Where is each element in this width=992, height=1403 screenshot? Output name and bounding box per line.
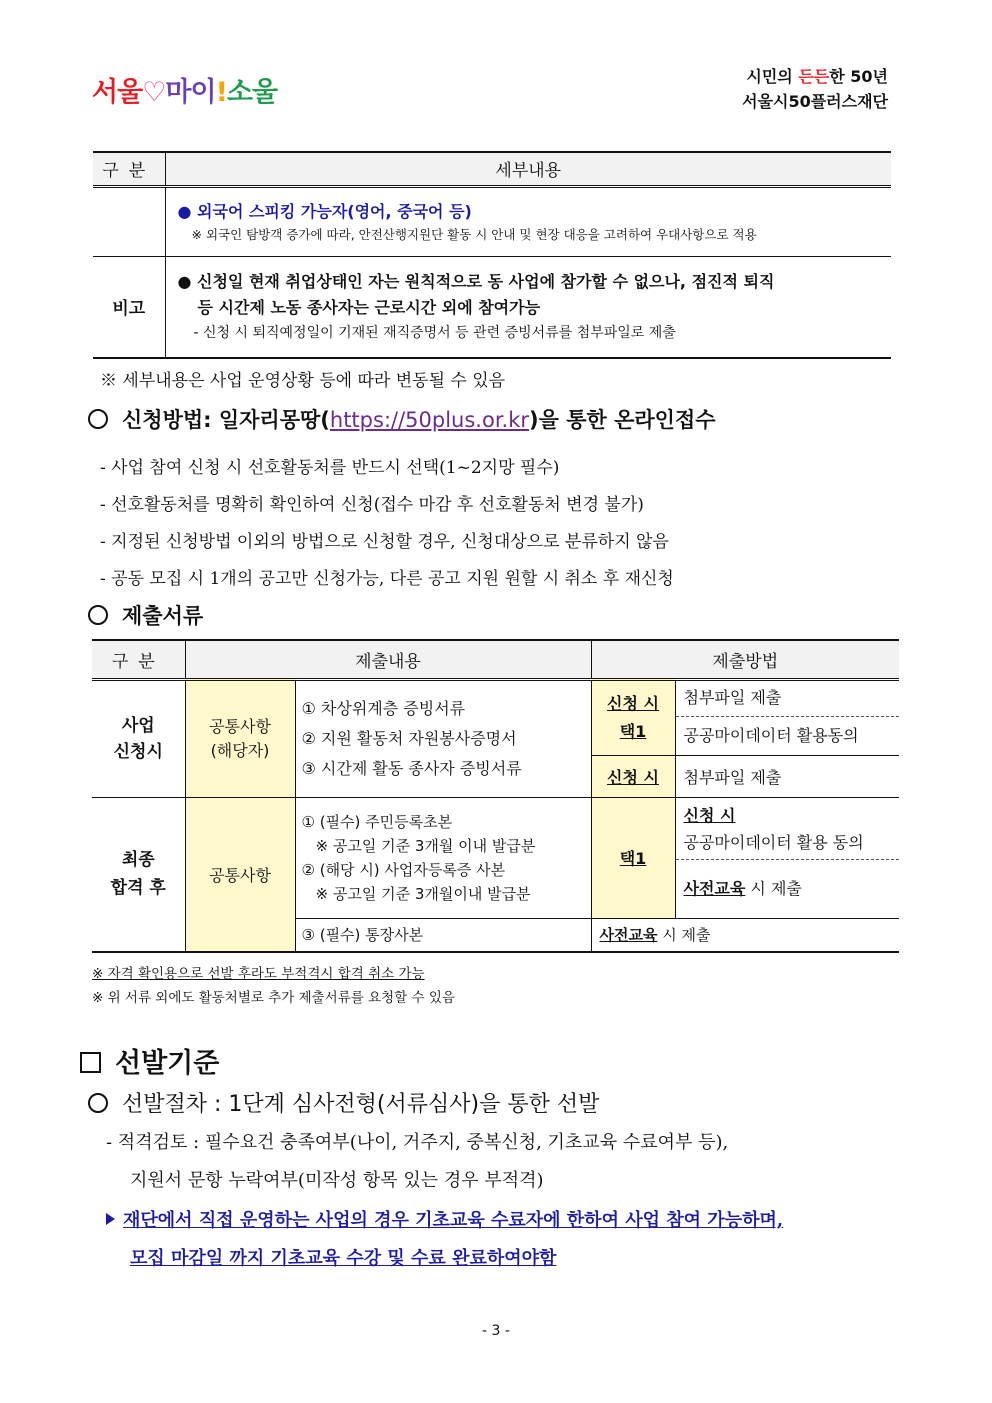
employment-line-1: ● 신청일 현재 취업상태인 자는 원칙적으로 동 사업에 참가할 수 없으나, 점진적 퇴직 [177,271,775,291]
common-line-2: (해당자) [210,740,270,760]
selection-title: 선발기준 [115,1048,220,1079]
logo-part-1: 서울 [92,77,143,108]
brand-name: 서울시50플러스재단 [742,92,888,111]
docs-list-cell [295,679,591,797]
emphasis-line-1 [106,1206,783,1232]
col-method: 제출방법 [591,640,899,679]
logo-part-3: 소울 [226,77,278,108]
seoul-my-soul-logo [92,70,277,109]
method-line-1: 신청 시 [607,693,659,713]
employment-sub: - 신청 시 퇴직예정일이 기재된 재직증명서 등 관련 증빙서류를 첨부파일로 제출 [193,324,676,341]
method-options-cell [675,797,899,918]
col-content: 제출내용 [185,640,591,679]
list-item: - 선호활동처를 명확히 확인하여 신청(접수 마감 후 선호활동처 변경 불가) [100,495,644,515]
emphasis-text-2: 모집 마감일 까지 기초교육 수강 및 수료 완료하여야함 [130,1248,557,1269]
common-cell [185,679,295,797]
doc-item: ① (필수) 주민등록초본 [301,812,453,831]
method-option-title: 사전교육 [683,878,746,898]
method-label: 신청 시 [607,767,659,787]
emphasis-line-2 [130,1244,556,1270]
remarks-label: 비고 [93,256,165,358]
documents-heading-text: 제출서류 [122,604,204,628]
method-option-text: 시 제출 [745,878,802,898]
col-category: 구분 [92,640,185,679]
common-cell: 공통사항 [185,797,295,952]
method-option [676,860,900,918]
category-line-1: 사업 [121,715,155,736]
doc-item: ① 차상위계층 증빙서류 [301,698,466,718]
logo-part-2: 마이 [165,77,216,108]
employment-line-2: 등 시간제 노동 종사자는 근로시간 외에 참여가능 [197,297,541,317]
employment-bullet [178,269,892,321]
col-detail: 세부내용 [165,152,891,186]
language-bullet: ● 외국어 스피킹 가능자(영어, 중국어 등) [177,201,472,221]
remarks-cell [165,256,891,358]
method-option-title: 신청 시 [683,805,736,825]
circle-bullet-icon [88,1093,108,1113]
selection-heading [80,1041,219,1080]
documents-heading [88,600,203,630]
method-option [676,798,900,860]
slogan-post: 한 50년 [829,67,888,86]
table-row [93,186,891,256]
slogan-highlight: 든든 [798,67,830,86]
doc-item: ③ 시간제 활동 종사자 증빙서류 [301,758,522,778]
method-cell [591,918,899,952]
heart-icon: ♡ [142,77,166,108]
doc-item: ② (해당 시) 사업자등록증 사본 [301,860,506,879]
list-item: - 사업 참여 신청 시 선호활동처를 반드시 선택(1~2지망 필수) [100,458,560,478]
doc-note-text: ※ 자격 확인용으로 선발 후라도 부적격시 합격 취소 가능 [92,966,425,982]
logo-exclaim: ! [215,77,227,108]
col-category: 구분 [93,152,165,186]
table-row [92,797,899,918]
apply-time-cell [92,679,185,797]
apply-method-heading [88,404,716,434]
method-cell [591,797,675,918]
common-line-1: 공통사항 [209,716,271,736]
foundation-brand [742,64,888,114]
list-item: - 지정된 신청방법 이외의 방법으로 신청할 경우, 신청대상으로 분류하지 않음 [100,532,669,552]
apply-post: )을 통한 온라인접수 [529,408,716,432]
apply-link[interactable]: https://50plus.or.kr [329,408,530,432]
doc-note: ※ 공고일 기준 3개월 이내 발급분 [315,836,536,855]
method-option-title: 사전교육 [599,926,658,945]
docs-list-cell [295,797,591,918]
table-row [92,679,899,755]
table-row [93,256,891,358]
apply-pre: 신청방법: 일자리몽땅( [122,408,330,432]
doc-note: ※ 공고일 기준 3개월이내 발급분 [315,884,531,903]
method-option: 첨부파일 제출 [676,681,900,717]
category-line-1: 최종 [121,850,155,871]
detail-note: ※ 세부내용은 사업 운영상황 등에 따라 변동될 수 있음 [100,371,506,391]
empty-cell [93,186,165,256]
final-pass-cell [92,797,185,952]
page-number: - 3 - [482,1323,510,1339]
method-label: 택1 [619,849,647,868]
method-option: 첨부파일 제출 [675,755,899,797]
doc-note-2: ※ 위 서류 외에도 활동처별로 추가 제출서류를 요청할 수 있음 [92,990,455,1006]
method-option-text: 공공마이데이터 활용 동의 [683,832,864,852]
list-item: - 공동 모집 시 1개의 공고만 신청가능, 다른 공고 지원 원할 시 취소 후 재신청 [100,569,674,589]
doc-item: ③ (필수) 통장사본 [295,918,591,952]
detail-cell [165,186,891,256]
method-cell [591,755,675,797]
eligibility-check-2: 지원서 문항 누락여부(미작성 항목 있는 경우 부적격) [130,1170,544,1191]
brand-slogan [742,64,888,89]
doc-item: ② 지원 활동처 자원봉사증명서 [301,728,517,748]
method-options-cell [675,679,899,755]
language-note: ※ 외국인 탐방객 증가에 따라, 안전산행지원단 활동 시 안내 및 현장 대응을 고려하여 우대사항으로 적용 [191,226,757,242]
eligibility-check-1: - 적격검토 : 필수요건 충족여부(나이, 거주지, 중복신청, 기초교육 수료여부 등), [106,1132,729,1153]
circle-bullet-icon [88,409,108,429]
selection-step [88,1087,599,1118]
emphasis-text-1: 재단에서 직접 운영하는 사업의 경우 기초교육 수료자에 한하여 사업 참여 가능하며, [123,1210,784,1231]
circle-bullet-icon [88,605,108,625]
selection-step-text: 선발절차 : 1단계 심사전형(서류심사)을 통한 선발 [122,1092,600,1117]
square-bullet-icon [80,1052,101,1073]
category-line-2: 합격 후 [110,878,166,899]
method-choice-cell [591,679,675,755]
category-line-2: 신청시 [113,741,163,762]
method-option: 공공마이데이터 활용동의 [683,725,859,745]
doc-note-1 [92,962,425,982]
documents-table [92,639,899,953]
method-line-2: 택1 [619,721,647,741]
method-option-text: 시 제출 [657,926,711,945]
arrow-right-icon [106,1213,115,1225]
slogan-pre: 시민의 [746,67,799,86]
detail-table [93,151,891,359]
